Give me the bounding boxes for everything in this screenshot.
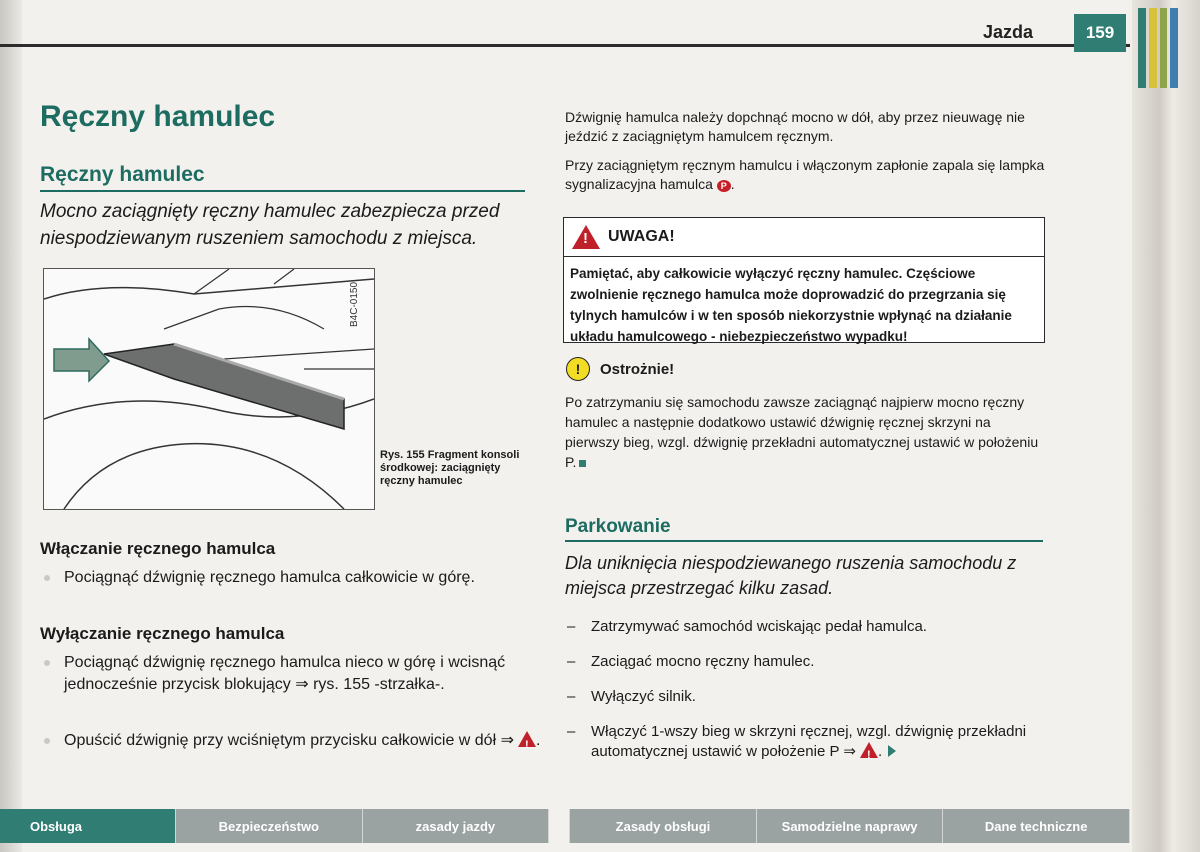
section-title: Jazda (983, 22, 1034, 42)
page-number: 159 (1074, 14, 1126, 52)
parking-lead: Dla uniknięcia niespodziewanego ruszenia samochodu z miejsca przestrzegać kilku zasad. (565, 553, 1017, 598)
page-edge (1132, 0, 1200, 852)
nav-tab-zasady-obslugi[interactable]: Zasady obsługi (570, 809, 757, 843)
release-heading: Wyłączanie ręcznego hamulca (40, 624, 285, 643)
end-marker-icon (579, 460, 586, 467)
bullet-icon (44, 575, 50, 581)
nav-tab-bezpieczenstwo[interactable]: Bezpieczeństwo (176, 809, 363, 843)
warning-icon (572, 225, 600, 249)
warning-icon (860, 742, 878, 758)
section-heading: Ręczny hamulec (40, 163, 205, 186)
nav-tab-dane-techniczne[interactable]: Dane techniczne (943, 809, 1130, 843)
nav-tab-samodzielne-naprawy[interactable]: Samodzielne naprawy (757, 809, 944, 843)
engage-step: Pociągnąć dźwignię ręcznego hamulca całkowicie w górę. (42, 567, 544, 589)
nav-gap (549, 809, 570, 843)
arrow-icon (54, 339, 109, 381)
bullet-icon (44, 660, 50, 666)
figure-code: B4C-0150 (349, 281, 360, 327)
list-item: – Włączyć 1-wszy bieg w skrzyni ręcznej, wzgl. dźwignię przekładni automatycznej ustawić w położenie P ⇒! . (567, 722, 1066, 762)
engage-heading: Włączanie ręcznego hamulca (40, 539, 276, 558)
warning-title: UWAGA! (608, 228, 675, 245)
bullet-icon (44, 738, 50, 744)
caution-header (566, 357, 674, 381)
handbrake-illustration (44, 269, 374, 509)
figure-caption: Rys. 155 Fragment konsoli środkowej: zaciągnięty ręczny hamulec (380, 449, 520, 487)
release-step-2: Opuścić dźwignię przy wciśniętym przycisku całkowicie w dół ⇒! . (42, 730, 544, 752)
page-title: Ręczny hamulec (40, 100, 276, 133)
chapter-nav (0, 809, 1130, 843)
header-rule (0, 44, 1130, 47)
warning-box (563, 217, 1045, 343)
warning-icon (518, 731, 536, 747)
page-spine-shadow (0, 0, 22, 852)
warning-text: Pamiętać, aby całkowicie wyłączyć ręczny hamulec. Częściowe zwolnienie ręcznego hamulca może doprowadzić do przegrzania się tylnych hamulców i w ten sposób niekorzystnie wpłynąć na działanie układu hamulcowego - niebezpieczeństwo wypadku! (570, 266, 1012, 344)
lead-text: Mocno zaciągnięty ręczny hamulec zabezpiecza przed niespodziewanym ruszeniem samochodu z miejsca. (40, 201, 500, 249)
nav-tab-obsluga[interactable]: Obsługa (0, 809, 176, 843)
release-step-1: Pociągnąć dźwignię ręcznego hamulca nieco w górę i wcisnąć jednocześnie przycisk blokujący ⇒ rys. 155 -strzałka-. (42, 652, 544, 696)
heading-rule (40, 190, 525, 192)
paragraph-warning-lamp: Przy zaciągniętym ręcznym hamulcu i włączonym zapłonie zapala się lampka sygnalizacyjna hamulca P . (565, 157, 1045, 192)
list-item: – Zaciągać mocno ręczny hamulec. (567, 653, 815, 670)
brake-lamp-icon: P (717, 180, 731, 192)
list-item: – Wyłączyć silnik. (567, 688, 696, 705)
caution-icon: ! (566, 357, 590, 381)
caution-text: Po zatrzymaniu się samochodu zawsze zaciągnąć najpierw mocno ręczny hamulec a następnie dodatkowo ustawić dźwignię ręcznej skrzyni na pierwszy bieg, wzgl. dźwignię przekładni automatycznej ustawić w położeniu P. (565, 394, 1039, 470)
edge-tabs (1138, 8, 1178, 88)
warning-header (564, 218, 1044, 257)
list-item: – Zatrzymywać samochód wciskając pedał hamulca. (567, 618, 927, 635)
nav-tab-zasady-jazdy[interactable]: zasady jazdy (363, 809, 550, 843)
console-figure (43, 268, 375, 510)
caution-title: Ostrożnie! (600, 360, 675, 378)
heading-rule (565, 540, 1043, 542)
parking-heading: Parkowanie (565, 516, 671, 537)
continue-arrow-icon (888, 745, 896, 757)
paragraph-push-lever: Dźwignię hamulca należy dopchnąć mocno w dół, aby przez nieuwagę nie jeździć z zaciągniętym hamulcem ręcznym. (565, 109, 1025, 144)
